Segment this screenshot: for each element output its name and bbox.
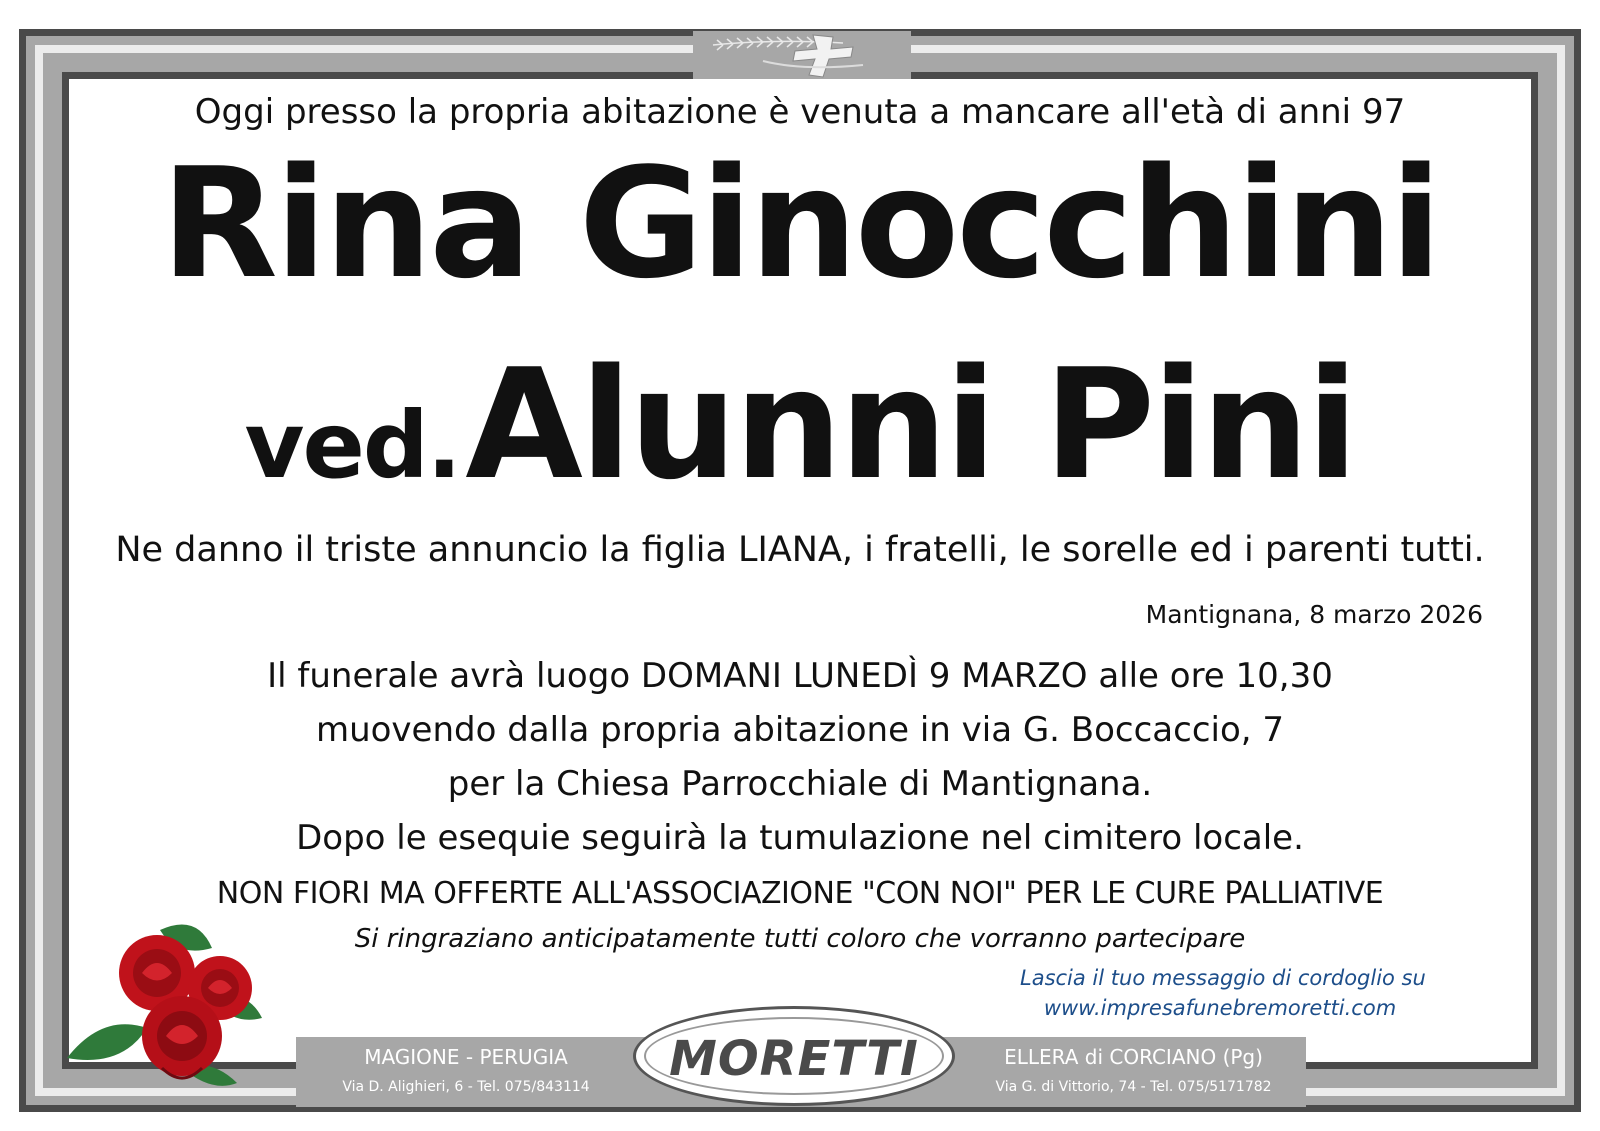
branch-city-left: MAGIONE - PERUGIA [364, 1045, 568, 1069]
deceased-married-name [0, 336, 1600, 557]
funeral-line: Il funerale avrà luogo DOMANI LUNEDÌ 9 MARZO alle ore 10,30 [267, 656, 1333, 696]
intro-text: Oggi presso la propria abitazione è venuta a mancare all'età di anni 97 [194, 92, 1406, 132]
red-roses-image [62, 918, 282, 1098]
moretti-logo [633, 1006, 955, 1106]
announcement-text: Ne danno il triste annuncio la figlia LIANA, i fratelli, le sorelle ed i parenti tutti. [115, 530, 1485, 570]
logo-text: MORETTI [669, 1031, 919, 1087]
branch-address-left: Via D. Alighieri, 6 - Tel. 075/843114 [342, 1079, 590, 1095]
no-flowers-notice: NON FIORI MA OFFERTE ALL'ASSOCIAZIONE "CON NOI" PER LE CURE PALLIATIVE [216, 876, 1384, 911]
funeral-line: per la Chiesa Parrocchiale di Mantignana. [447, 764, 1153, 804]
thanks-text: Si ringraziano anticipatamente tutti coloro che vorranno partecipare [354, 924, 1246, 954]
funeral-line: muovendo dalla propria abitazione in via G. Boccaccio, 7 [315, 710, 1285, 750]
condolence-website-link[interactable]: www.impresafunebremoretti.com [1043, 996, 1397, 1020]
condolence-prompt: Lascia il tuo messaggio di cordoglio su [1020, 966, 1426, 990]
branch-address-right: Via G. di Vittorio, 74 - Tel. 075/5171782 [995, 1079, 1272, 1095]
place-and-date: Mantignana, 8 marzo 2026 [1145, 600, 1483, 629]
funeral-line: Dopo le esequie seguirà la tumulazione nel cimitero locale. [296, 818, 1304, 858]
married-surname: Alunni Pini [465, 336, 1356, 513]
palm-and-cross-icon [693, 31, 911, 79]
deceased-name: Rina Ginocchini [160, 135, 1440, 312]
widow-prefix: ved. [244, 392, 460, 499]
branch-city-right: ELLERA di CORCIANO (Pg) [1004, 1045, 1263, 1069]
